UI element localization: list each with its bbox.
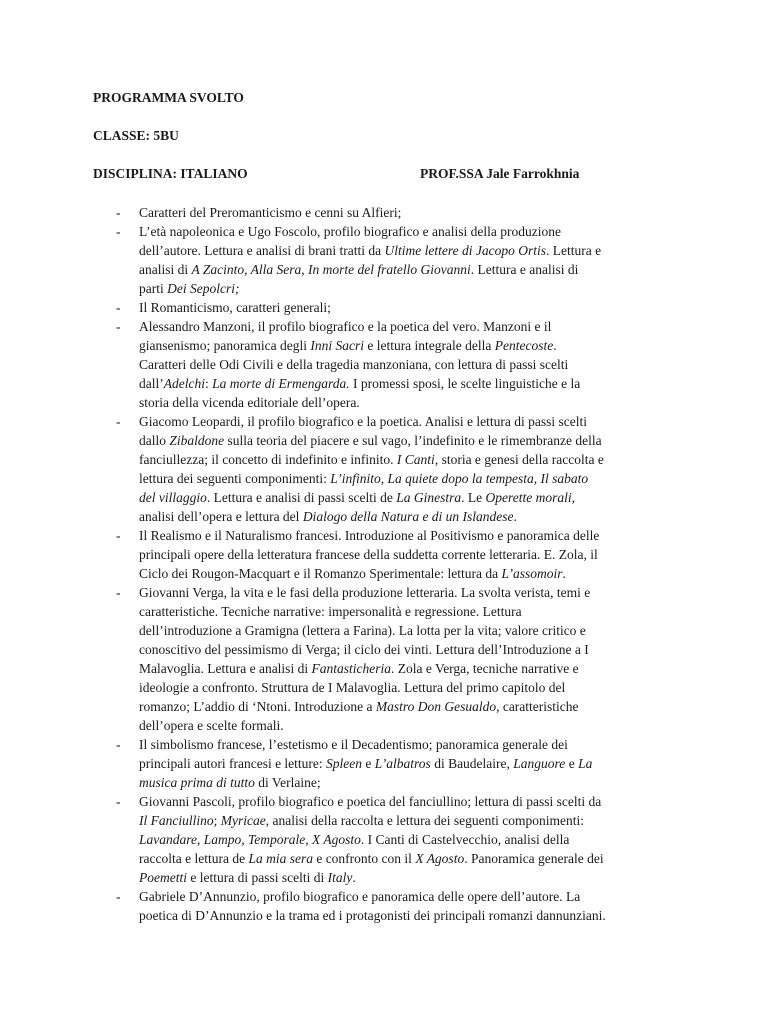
italic-title: La morte di Ermengarda. xyxy=(212,376,350,391)
italic-title: L’infinito, La quiete dopo la tempesta, Il sabato xyxy=(330,471,589,486)
text-segment: Gabriele D’Annunzio, profilo biografico e panoramica delle opere dell’autore. La xyxy=(139,889,581,904)
list-item-text xyxy=(139,222,679,298)
text-segment: , storia e genesi della raccolta e xyxy=(434,452,604,467)
text-line xyxy=(139,754,679,773)
text-segment: analisi dell’opera e lettura del xyxy=(139,509,303,524)
italic-title: Pentecoste xyxy=(494,338,554,353)
text-line xyxy=(139,792,679,811)
class-label: CLASSE: 5BU xyxy=(93,128,179,143)
list-item xyxy=(0,317,770,412)
text-line xyxy=(139,773,679,792)
text-segment: . xyxy=(562,566,566,581)
text-segment: Ciclo dei Rougon-Macquart e il Romanzo Sperimentale: lettura da xyxy=(139,566,502,581)
italic-title: musica prima di tutto xyxy=(139,775,255,790)
list-item-text xyxy=(139,203,679,222)
bullet-dash: - xyxy=(116,528,121,543)
text-segment: ; xyxy=(213,813,221,828)
italic-title: Fantasticheria xyxy=(311,661,391,676)
text-segment: dallo xyxy=(139,433,170,448)
text-line xyxy=(139,203,679,222)
italic-title: L’albatros xyxy=(374,756,431,771)
list-item xyxy=(0,735,770,792)
italic-title: La xyxy=(578,756,593,771)
bullet-dash: - xyxy=(116,205,121,220)
italic-title: Inni Sacri xyxy=(310,338,364,353)
text-segment: . Panoramica generale dei xyxy=(464,851,604,866)
italic-title: I Canti xyxy=(396,452,435,467)
italic-title: Dei Sepolcri; xyxy=(167,281,240,296)
text-segment: dell’introduzione a Gramigna (lettera a Farina). La lotta per la vita; valore critico e xyxy=(139,623,586,638)
text-segment: Il Realismo e il Naturalismo francesi. Introduzione al Positivismo e panoramica delle xyxy=(139,528,600,543)
text-segment: Alessandro Manzoni, il profilo biografico e la poetica del vero. Manzoni e il xyxy=(139,319,552,334)
italic-title: L’assomoir xyxy=(501,566,563,581)
text-segment: . Zola e Verga, tecniche narrative e xyxy=(390,661,579,676)
text-segment: principali autori francesi e letture: xyxy=(139,756,327,771)
italic-title: del villaggio xyxy=(139,490,207,505)
list-item-text xyxy=(139,317,679,412)
italic-title: X Agosto xyxy=(415,851,465,866)
text-line xyxy=(139,697,679,716)
text-line xyxy=(139,640,679,659)
text-line xyxy=(139,659,679,678)
text-line xyxy=(139,811,679,830)
list-item-text xyxy=(139,792,679,887)
bullet-dash: - xyxy=(116,889,121,904)
text-line xyxy=(139,545,679,564)
italic-title: La Ginestra xyxy=(396,490,462,505)
italic-title: Adelchi xyxy=(163,376,205,391)
list-item xyxy=(0,526,770,583)
text-line xyxy=(139,564,679,583)
text-line xyxy=(139,887,679,906)
text-segment: principali opere della letteratura francese della suddetta corrente letteraria. E. Zola, il xyxy=(139,547,598,562)
text-segment: caratteristiche. Tecniche narrative: impersonalità e regressione. Lettura xyxy=(139,604,522,619)
italic-title: Languore xyxy=(513,756,566,771)
text-segment: e lettura di passi scelti di xyxy=(186,870,328,885)
text-line xyxy=(139,849,679,868)
text-line xyxy=(139,336,679,355)
bullet-dash: - xyxy=(116,319,121,334)
text-segment: , analisi della raccolta e lettura dei seguenti componimenti: xyxy=(265,813,585,828)
text-line xyxy=(139,431,679,450)
text-line xyxy=(139,735,679,754)
text-line xyxy=(139,279,679,298)
text-line xyxy=(139,355,679,374)
text-line xyxy=(139,469,679,488)
text-segment: . Lettura e analisi di xyxy=(470,262,579,277)
text-segment: . xyxy=(513,509,517,524)
text-line xyxy=(139,868,679,887)
italic-title: Dialogo della Natura e di un Islandese xyxy=(302,509,514,524)
italic-title: Myricae xyxy=(220,813,266,828)
text-line xyxy=(139,830,679,849)
text-segment: I promessi sposi, le scelte linguistiche e la xyxy=(349,376,581,391)
italic-title: Italy xyxy=(327,870,353,885)
list-item xyxy=(0,792,770,887)
text-segment: poetica di D’Annunzio e la trama ed i protagonisti dei principali romanzi dannunziani. xyxy=(139,908,606,923)
text-line xyxy=(139,222,679,241)
text-segment: giansenismo; panoramica degli xyxy=(139,338,311,353)
text-segment: conoscitivo del pessimismo di Verga; il ciclo dei vinti. Lettura dell’Introduzione a I xyxy=(139,642,589,657)
text-line xyxy=(139,507,679,526)
italic-title: Poemetti xyxy=(139,870,187,885)
list-item-text xyxy=(139,735,679,792)
text-segment: romanzo; L’addio di ‘Ntoni. Introduzione a xyxy=(139,699,376,714)
text-segment: , caratteristiche xyxy=(496,699,579,714)
text-segment: Malavoglia. Lettura e analisi di xyxy=(139,661,312,676)
text-segment: . xyxy=(352,870,356,885)
list-item-text xyxy=(139,412,679,526)
text-line xyxy=(139,526,679,545)
text-segment: : xyxy=(204,376,213,391)
bullet-dash: - xyxy=(116,224,121,239)
text-line xyxy=(139,393,679,412)
text-segment: e confronto con il xyxy=(312,851,416,866)
list-item-text xyxy=(139,887,679,925)
text-segment: di Baudelaire, xyxy=(430,756,514,771)
italic-title: Ultime lettere di Jacopo Ortis xyxy=(384,243,546,258)
text-line xyxy=(139,374,679,393)
list-item xyxy=(0,298,770,317)
text-line xyxy=(139,621,679,640)
text-segment: Il simbolismo francese, l’estetismo e il Decadentismo; panoramica generale dei xyxy=(139,737,568,752)
bullet-dash: - xyxy=(116,300,121,315)
text-line xyxy=(139,678,679,697)
bullet-dash: - xyxy=(116,794,121,809)
text-segment: e xyxy=(565,756,579,771)
text-segment: analisi di xyxy=(139,262,192,277)
italic-title: Zibaldone xyxy=(169,433,225,448)
teacher-label: PROF.SSA Jale Farrokhnia xyxy=(420,166,580,181)
list-item xyxy=(0,412,770,526)
italic-title: Mastro Don Gesualdo xyxy=(375,699,497,714)
text-segment: ideologie a confronto. Struttura de I Malavoglia. Lettura del primo capitolo del xyxy=(139,680,566,695)
text-segment: fanciullezza; il concetto di indefinito e infinito. xyxy=(139,452,397,467)
text-segment: . Lettura e analisi di passi scelti de xyxy=(206,490,397,505)
italic-title: Lavandare, Lampo, Temporale, X Agosto xyxy=(139,832,361,847)
text-line xyxy=(139,716,679,735)
subject-label: DISCIPLINA: ITALIANO xyxy=(93,166,248,181)
text-segment: raccolta e lettura de xyxy=(139,851,249,866)
text-segment: Giacomo Leopardi, il profilo biografico e la poetica. Analisi e lettura di passi scelti xyxy=(139,414,587,429)
italic-title: Il Fanciullino xyxy=(139,813,214,828)
text-segment: . Lettura e xyxy=(546,243,602,258)
text-line xyxy=(139,488,679,507)
text-line xyxy=(139,602,679,621)
text-segment: dall’ xyxy=(139,376,164,391)
italic-title: A Zacinto, Alla Sera, In morte del fratello Giovanni xyxy=(191,262,471,277)
italic-title: Spleen xyxy=(326,756,363,771)
text-segment: . xyxy=(553,338,557,353)
list-item xyxy=(0,887,770,925)
text-line xyxy=(139,450,679,469)
text-segment: dell’opera e scelte formali. xyxy=(139,718,284,733)
text-segment: Giovanni Verga, la vita e le fasi della produzione letteraria. La svolta verista, temi e xyxy=(139,585,591,600)
text-segment: Il Romanticismo, caratteri generali; xyxy=(139,300,331,315)
list-item xyxy=(0,203,770,222)
italic-title: Operette morali xyxy=(485,490,572,505)
italic-title: La mia sera xyxy=(248,851,313,866)
text-segment: lettura dei seguenti componimenti: xyxy=(139,471,331,486)
bullet-dash: - xyxy=(116,414,121,429)
program-list xyxy=(0,203,770,925)
list-item xyxy=(0,583,770,735)
text-segment: , xyxy=(571,490,575,505)
text-segment: . I Canti di Castelvecchio, analisi della xyxy=(360,832,570,847)
text-line xyxy=(139,583,679,602)
text-segment: di Verlaine; xyxy=(254,775,321,790)
text-segment: dell’autore. Lettura e analisi di brani tratti da xyxy=(139,243,385,258)
list-item-text xyxy=(139,526,679,583)
text-segment: storia della vicenda editoriale dell’opera. xyxy=(139,395,360,410)
bullet-dash: - xyxy=(116,737,121,752)
text-line xyxy=(139,317,679,336)
text-line xyxy=(139,906,679,925)
text-segment: parti xyxy=(139,281,168,296)
list-item-text xyxy=(139,298,679,317)
list-item xyxy=(0,222,770,298)
text-segment: e xyxy=(362,756,375,771)
document-title: PROGRAMMA SVOLTO xyxy=(93,90,244,105)
text-segment: . Le xyxy=(461,490,486,505)
text-segment: sulla teoria del piacere e sul vago, l’indefinito e le rimembranze della xyxy=(224,433,602,448)
text-segment: Caratteri del Preromanticismo e cenni su Alfieri; xyxy=(139,205,402,220)
text-line xyxy=(139,298,679,317)
text-segment: Giovanni Pascoli, profilo biografico e poetica del fanciullino; lettura di passi scelti da xyxy=(139,794,602,809)
bullet-dash: - xyxy=(116,585,121,600)
text-segment: Caratteri delle Odi Civili e della tragedia manzoniana, con lettura di passi scelti xyxy=(139,357,569,372)
list-item-text xyxy=(139,583,679,735)
text-line xyxy=(139,412,679,431)
text-segment: e lettura integrale della xyxy=(363,338,495,353)
text-line xyxy=(139,260,679,279)
text-line xyxy=(139,241,679,260)
text-segment: L’età napoleonica e Ugo Foscolo, profilo biografico e analisi della produzione xyxy=(139,224,561,239)
